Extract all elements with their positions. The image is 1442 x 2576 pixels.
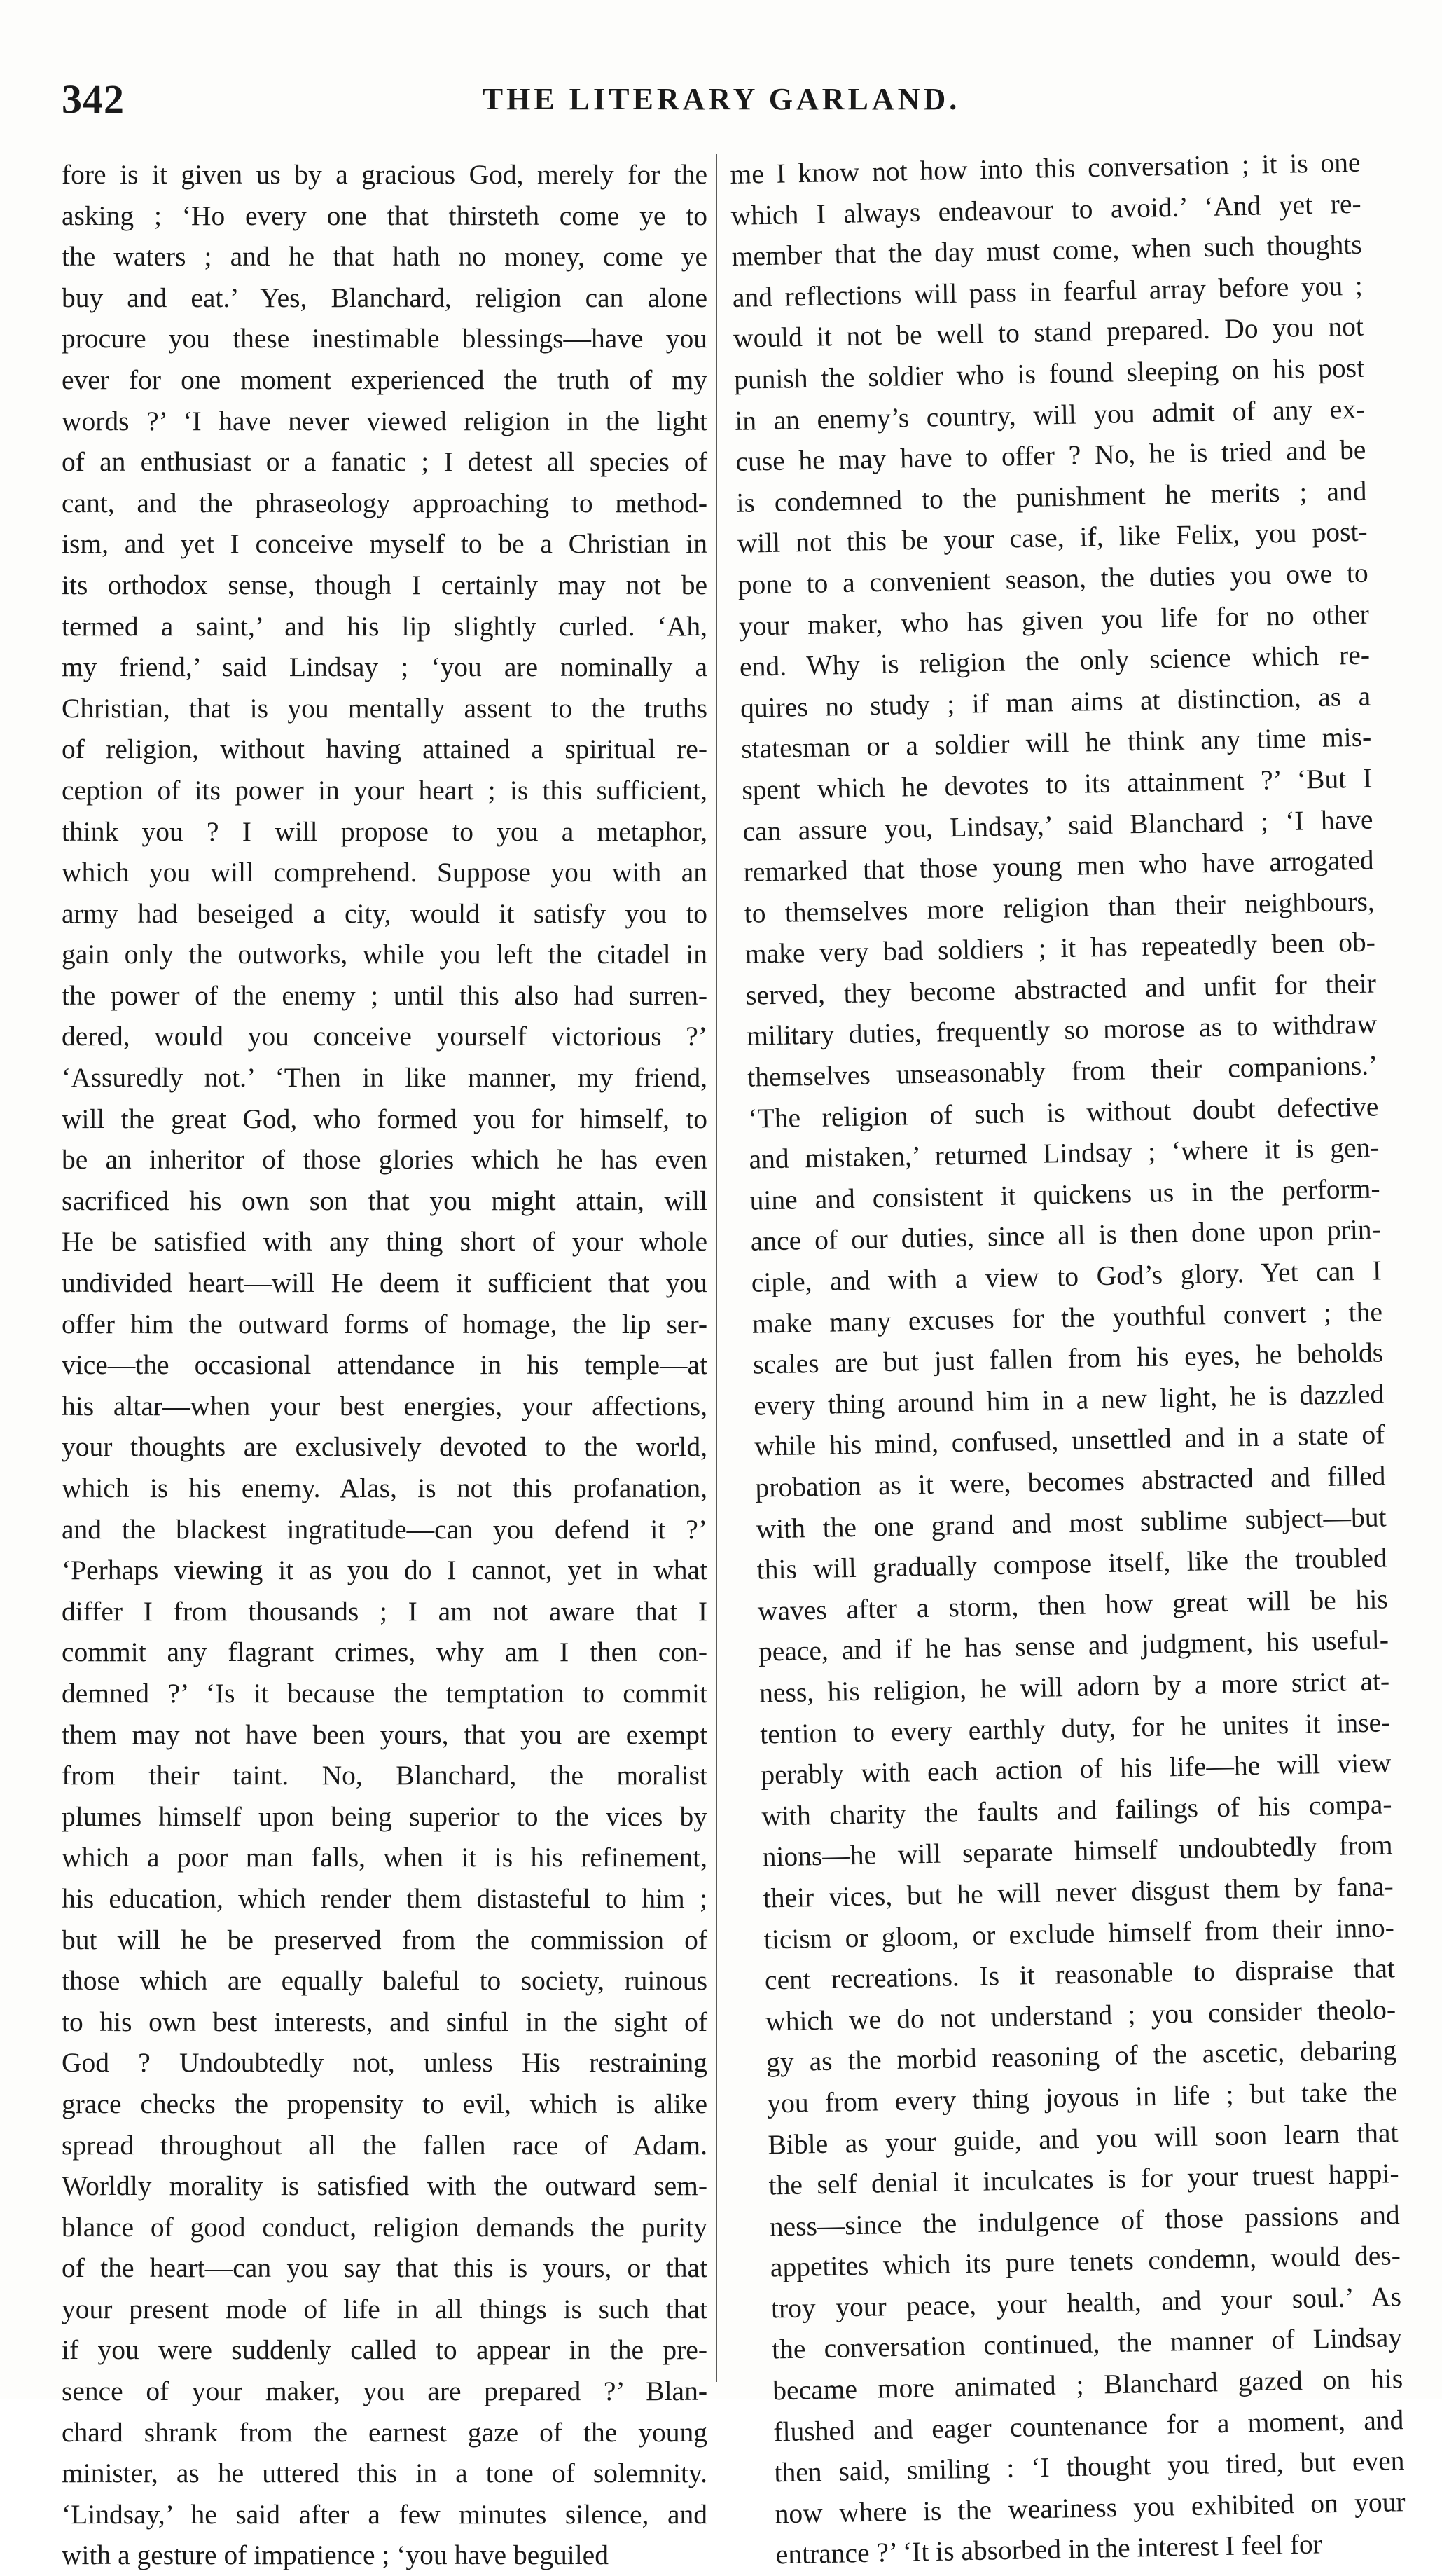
text-line: minister, as he uttered this in a tone of solemnity. <box>62 2458 707 2489</box>
text-line: flushed and eager countenance for a moment, and <box>773 2404 1404 2448</box>
text-line: vice—the occasional attendance in his temple—at <box>62 1349 707 1381</box>
text-line: with charity the faults and failings of his compa- <box>761 1789 1392 1832</box>
text-line: ism, and yet I conceive myself to be a Christian in <box>62 528 707 560</box>
text-line: gy as the morbid reasoning of the ascetic, debaring <box>765 2034 1397 2078</box>
text-line: words ?’ ‘I have never viewed religion in the light <box>62 405 707 436</box>
text-line: waves after a storm, then how great will be his <box>757 1583 1389 1627</box>
text-line: which we do not understand ; you consider theolo- <box>765 1993 1396 2037</box>
text-line: my friend,’ said Lindsay ; ‘you are nominally a <box>62 652 707 683</box>
text-line: uine and consistent it quickens us in the perform- <box>749 1173 1380 1216</box>
text-line: served, they become abstracted and unfit for their <box>745 967 1377 1011</box>
text-line: with a gesture of impatience ; ‘you have beguiled <box>62 2540 609 2571</box>
text-line: plumes himself upon being superior to the vices by <box>62 1800 707 1832</box>
text-line: tention to every earthly duty, for he unites it inse- <box>759 1706 1391 1750</box>
text-line: can assure you, Lindsay,’ said Blanchard ; ‘I have <box>742 804 1373 847</box>
column-divider <box>716 154 717 2382</box>
text-line: undivided heart—will He deem it sufficient that you <box>62 1267 707 1299</box>
text-line: ticism or gloom, or exclude himself from their inno- <box>763 1911 1395 1955</box>
text-line: perably with each action of his life—he will view <box>761 1747 1392 1791</box>
text-line: would it not be well to stand prepared. Do you not <box>733 311 1364 354</box>
text-line: grace checks the propensity to evil, which is alike <box>62 2088 707 2119</box>
text-line: sence of your maker, you are prepared ?’ Blan- <box>62 2376 707 2407</box>
text-line: of an enthusiast or a fanatic ; I detest all species of <box>62 446 707 478</box>
text-line: cuse he may have to offer ? No, he is tried and be <box>735 434 1366 478</box>
text-line: termed a saint,’ and his lip slightly curled. ‘Ah, <box>62 610 707 642</box>
text-line: your maker, who has given you life for no other <box>738 598 1370 642</box>
text-line: buy and eat.’ Yes, Blanchard, religion can alone <box>62 282 707 313</box>
text-line: fore is it given us by a gracious God, merely for the <box>62 159 707 190</box>
text-line: God ? Undoubtedly not, unless His restraining <box>62 2047 707 2079</box>
text-line: ness—since the indulgence of those passions and <box>769 2198 1401 2243</box>
text-line: make many excuses for the youthful convert ; the <box>751 1296 1383 1339</box>
text-line: of the heart—can you say that this is yours, or that <box>62 2252 707 2284</box>
text-line: if you were suddenly called to appear in the pre- <box>62 2334 707 2366</box>
text-line: then said, smiling : ‘I thought you tired, but even <box>774 2445 1405 2488</box>
running-title: THE LITERARY GARLAND. <box>482 82 961 116</box>
text-line: Worldly morality is satisfied with the outward sem- <box>62 2170 707 2202</box>
text-line: nions—he will separate himself undoubtedly from <box>762 1829 1393 1873</box>
text-line: will not this be your case, if, like Felix, you post- <box>737 516 1368 560</box>
left-column-text <box>62 154 707 2576</box>
text-line: you from every thing joyous in life ; but take the <box>767 2076 1398 2119</box>
text-line: his education, which render them distasteful to him ; <box>62 1882 707 1914</box>
text-line: scales are but just fallen from his eyes, he beholds <box>752 1337 1384 1380</box>
text-line: from their taint. No, Blanchard, the moralist <box>62 1760 707 1791</box>
text-line: every thing around him in a new light, he is dazzled <box>753 1378 1385 1421</box>
text-line: ness, his religion, he will adorn by a more strict at- <box>758 1665 1390 1709</box>
text-line: ‘Assuredly not.’ ‘Then in like manner, my friend, <box>62 1062 707 1094</box>
text-line: ‘The religion of such is without doubt defective <box>748 1091 1379 1134</box>
text-line: became more animated ; Blanchard gazed on his <box>772 2363 1403 2406</box>
text-line: end. Why is religion the only science which re- <box>739 639 1371 682</box>
text-line: is condemned to the punishment he merits ; and <box>736 475 1367 518</box>
text-line: asking ; ‘Ho every one that thirsteth come ye to <box>62 200 707 231</box>
text-line: with the one grand and most sublime subject—but <box>756 1501 1387 1545</box>
text-line: and the blackest ingratitude—can you defend it ?’ <box>62 1513 707 1545</box>
text-line: sacrificed his own son that you might attain, will <box>62 1185 707 1216</box>
text-line: the waters ; and he that hath no money, come ye <box>62 241 707 273</box>
text-line: his altar—when your best energies, your affections, <box>62 1390 707 1421</box>
page-header <box>42 76 1401 125</box>
text-line: member that the day must come, when such thoughts <box>731 228 1363 273</box>
text-line: this will gradually compose itself, like the troubled <box>756 1542 1388 1585</box>
text-line: demned ?’ ‘Is it because the temptation to commit <box>62 1677 707 1709</box>
text-line: He be satisfied with any thing short of your whole <box>62 1226 707 1258</box>
text-line: spread throughout all the fallen race of Adam. <box>62 2129 707 2161</box>
text-line: ciple, and with a view to God’s glory. Yet can I <box>751 1255 1382 1298</box>
text-line: ‘Perhaps viewing it as you do I cannot, yet in what <box>62 1555 707 1586</box>
text-line: their vices, but he will never disgust them by fana- <box>763 1871 1394 1914</box>
text-line: those which are equally baleful to society, ruinous <box>62 1965 707 1997</box>
page-number: 342 <box>62 76 125 122</box>
text-line: troy your peace, your health, and your soul.’ As <box>770 2281 1402 2324</box>
text-line: them may not have been yours, that you are exempt <box>62 1719 707 1750</box>
text-line: dered, would you conceive yourself victorious ?’ <box>62 1021 707 1052</box>
text-line: punish the soldier who is found sleeping on his post <box>733 352 1365 395</box>
text-line: ever for one moment experienced the truth of my <box>62 364 707 395</box>
text-line: ception of its power in your heart ; is this sufficient, <box>62 774 707 806</box>
text-line: which a poor man falls, when it is his refinement, <box>62 1842 707 1873</box>
text-line: Bible as your guide, and you will soon learn that <box>768 2116 1399 2160</box>
text-line: be an inheritor of those glories which he has even <box>62 1144 707 1176</box>
text-line: the conversation continued, the manner of Lindsay <box>771 2322 1403 2365</box>
text-line: military duties, frequently so morose as to withdraw <box>746 1008 1378 1052</box>
text-line: its orthodox sense, though I certainly may not be <box>62 569 707 600</box>
text-line: cent recreations. Is it reasonable to dispraise that <box>764 1952 1396 1996</box>
text-line: entrance ?’ ‘It is absorbed in the interest I feel for <box>775 2528 1323 2570</box>
text-line: spent which he devotes to its attainment ?’ ‘But I <box>742 762 1373 806</box>
text-line: themselves unseasonably from their companions.’ <box>747 1049 1378 1093</box>
text-line: now where is the weariness you exhibited on your <box>775 2486 1406 2530</box>
text-line: chard shrank from the earnest gaze of the young <box>62 2416 707 2448</box>
text-line: cant, and the phraseology approaching to method- <box>62 487 707 518</box>
text-line: ance of our duties, since all is then done upon prin- <box>750 1213 1382 1258</box>
text-line: make very bad soldiers ; it has repeatedly been ob- <box>744 926 1376 970</box>
text-line: remarked that those young men who have arrogated <box>743 844 1374 888</box>
text-line: procure you these inestimable blessings—have you <box>62 323 707 354</box>
text-line: but will he be preserved from the commission of <box>62 1924 707 1955</box>
text-line: in an enemy’s country, will you admit of any ex- <box>734 393 1366 436</box>
text-line: pone to a convenient season, the duties you owe to <box>737 557 1369 600</box>
text-line: commit any flagrant crimes, why am I then con- <box>62 1637 707 1668</box>
text-line: differ I from thousands ; I am not aware that I <box>62 1595 707 1627</box>
text-line: quires no study ; if man aims at distinction, as a <box>740 680 1371 724</box>
text-line: peace, and if he has sense and judgment, his useful- <box>758 1624 1389 1667</box>
text-line: ‘Lindsay,’ he said after a few minutes silence, and <box>62 2498 707 2530</box>
text-line: which you will comprehend. Suppose you with an <box>62 857 707 888</box>
text-line: appetites which its pure tenets condemn, would des- <box>770 2240 1401 2283</box>
text-line: statesman or a soldier will he think any time mis- <box>740 721 1372 765</box>
text-line: and reflections will pass in fearful array before you ; <box>732 270 1364 313</box>
text-line: while his mind, confused, unsettled and in a state of <box>754 1419 1385 1463</box>
text-line: army had beseiged a city, would it satisfy you to <box>62 897 707 929</box>
text-line: and mistaken,’ returned Lindsay ; ‘where it is gen- <box>749 1131 1380 1175</box>
text-line: which I always endeavour to avoid.’ ‘And yet re- <box>730 188 1361 231</box>
text-line: probation as it were, becomes abstracted and filled <box>755 1460 1386 1503</box>
text-line: gain only the outworks, while you left the citadel in <box>62 939 707 970</box>
text-line: the power of the enemy ; until this also had surren- <box>62 979 707 1011</box>
text-line: me I know not how into this conversation ; it is one <box>730 146 1361 190</box>
text-line: blance of good conduct, religion demands the purity <box>62 2211 707 2243</box>
text-line: to themselves more religion than their neighbours, <box>744 886 1375 929</box>
text-line: will the great God, who formed you for himself, to <box>62 1103 707 1134</box>
text-line: think you ? I will propose to you a metaphor, <box>62 815 707 847</box>
text-line: offer him the outward forms of homage, the lip ser- <box>62 1308 707 1339</box>
text-line: Christian, that is you mentally assent to the truths <box>62 692 707 724</box>
text-line: your present mode of life in all things is such that <box>62 2293 707 2324</box>
right-column-text <box>730 142 1406 2576</box>
text-line: to his own best interests, and sinful in the sight of <box>62 2006 707 2037</box>
text-line: which is his enemy. Alas, is not this profanation, <box>62 1473 707 1503</box>
text-line: your thoughts are exclusively devoted to the world, <box>62 1431 707 1463</box>
text-line: the self denial it inculcates is for your truest happi- <box>768 2158 1399 2201</box>
text-line: of religion, without having attained a spiritual re- <box>62 733 707 765</box>
